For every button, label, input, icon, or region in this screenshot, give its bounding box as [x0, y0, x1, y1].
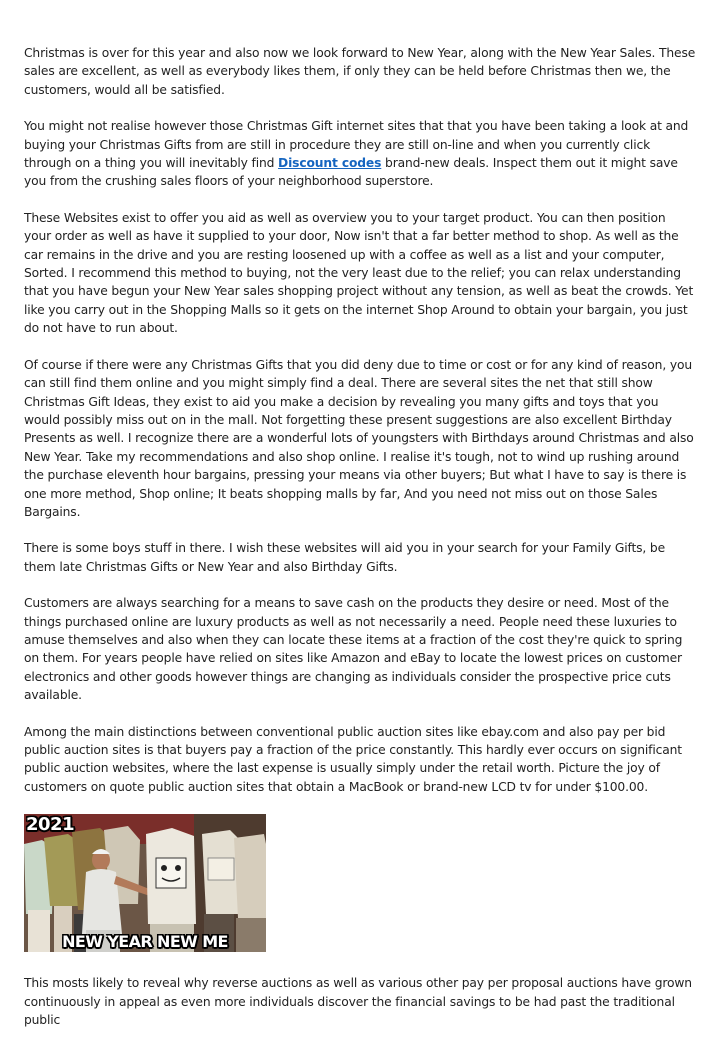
paragraph-1: Christmas is over for this year and also now we look forward to New Year, along with the New Year Sales. These sales are excellent, as well as everybody likes them, if only they can be held before Christmas then we, the customers, would all be satisfied. [24, 46, 696, 97]
paragraph-2 [24, 117, 696, 191]
paragraph-3: These Websites exist to offer you aid as well as overview you to your target product. You can then position your order as well as have it supplied to your door, Now isn't that a far better method to shop. As well as the car remains in the drive and you are resting loosened up with a coffee as well as a list and your computer, Sorted. I recommend this method to buying, not the very least due to the relief; you can relax understanding that you have begun your New Year sales shopping project without any tension, as well as beat the crowds. Yet like you carry out in the Shopping Malls so it gets on the internet Shop Around to obtain your bargain, you just do not have to run about. [24, 210, 694, 336]
meme-bottom-caption: NEW YEAR NEW ME [62, 932, 228, 952]
paragraph-2-text-after: brand-new deals. Inspect them out it might save you from the crushing sales floors of your neighborhood superstore. [24, 156, 678, 189]
paragraph-4: Of course if there were any Christmas Gifts that you did deny due to time or cost or for any kind of reason, you can still find them online and you might simply find a deal. There are several sites the net that still show Christmas Gift Ideas, they exist to aid you make a decision by revealing you many gifts and toys that you would possibly miss out on in the mall. Not forgetting these present suggestions are also excellent Birthday Presents as well. I recognize there are a wonderful lots of youngsters with Birthdays around Christmas and also New Year. Take my recommendations and also shop online. I realise it's tough, not to wind up rushing around the purchase eleventh hour bargains, pressing your means via other buyers; But what I have to say is there is one more method, Shop online; It beats shopping malls by far, And you need not miss out on those Sales Bargains. [24, 357, 694, 519]
meme-image [24, 814, 266, 952]
meme-top-caption: 2021 [26, 814, 75, 836]
paragraph-7: Among the main distinctions between conventional public auction sites like ebay.com and also pay per bid public auction sites is that buyers pay a fraction of the price constantly. This hardly ever occurs on significant public auction websites, where the last expense is usually simply under the retail worth. Picture the joy of customers on quote public auction sites that obtain a MacBook or brand-new LCD tv for under $100.00. [24, 724, 682, 794]
paragraph-8: This mosts likely to reveal why reverse auctions as well as various other pay per proposal auctions have grown continuously in appeal as even more individuals discover the financial savings to be had past the traditional public [24, 976, 692, 1028]
discount-codes-link[interactable]: Discount codes [278, 156, 382, 171]
paragraph-5: There is some boys stuff in there. I wish these websites will aid you in your search for your Family Gifts, be them late Christmas Gifts or New Year and also Birthday Gifts. [24, 541, 666, 574]
paragraph-6: Customers are always searching for a means to save cash on the products they desire or need. Most of the things purchased online are luxury products as well as not necessarily a need. People need these luxuries to amuse themselves and also when they can locate these items at a fraction of the cost they're quick to spring on them. For years people have relied on sites like Amazon and eBay to locate the lowest prices on customer electronics and other goods however things are changing as individuals consider the prospective price cuts available. [24, 596, 683, 703]
article-body [24, 44, 696, 1047]
paragraph-2-text-before: You might not realise however those Christmas Gift internet sites that that you have been taking a look at and buying your Christmas Gifts from are still in procedure they are still on-line and when you currently click through on a thing you will inevitably find [24, 119, 689, 171]
